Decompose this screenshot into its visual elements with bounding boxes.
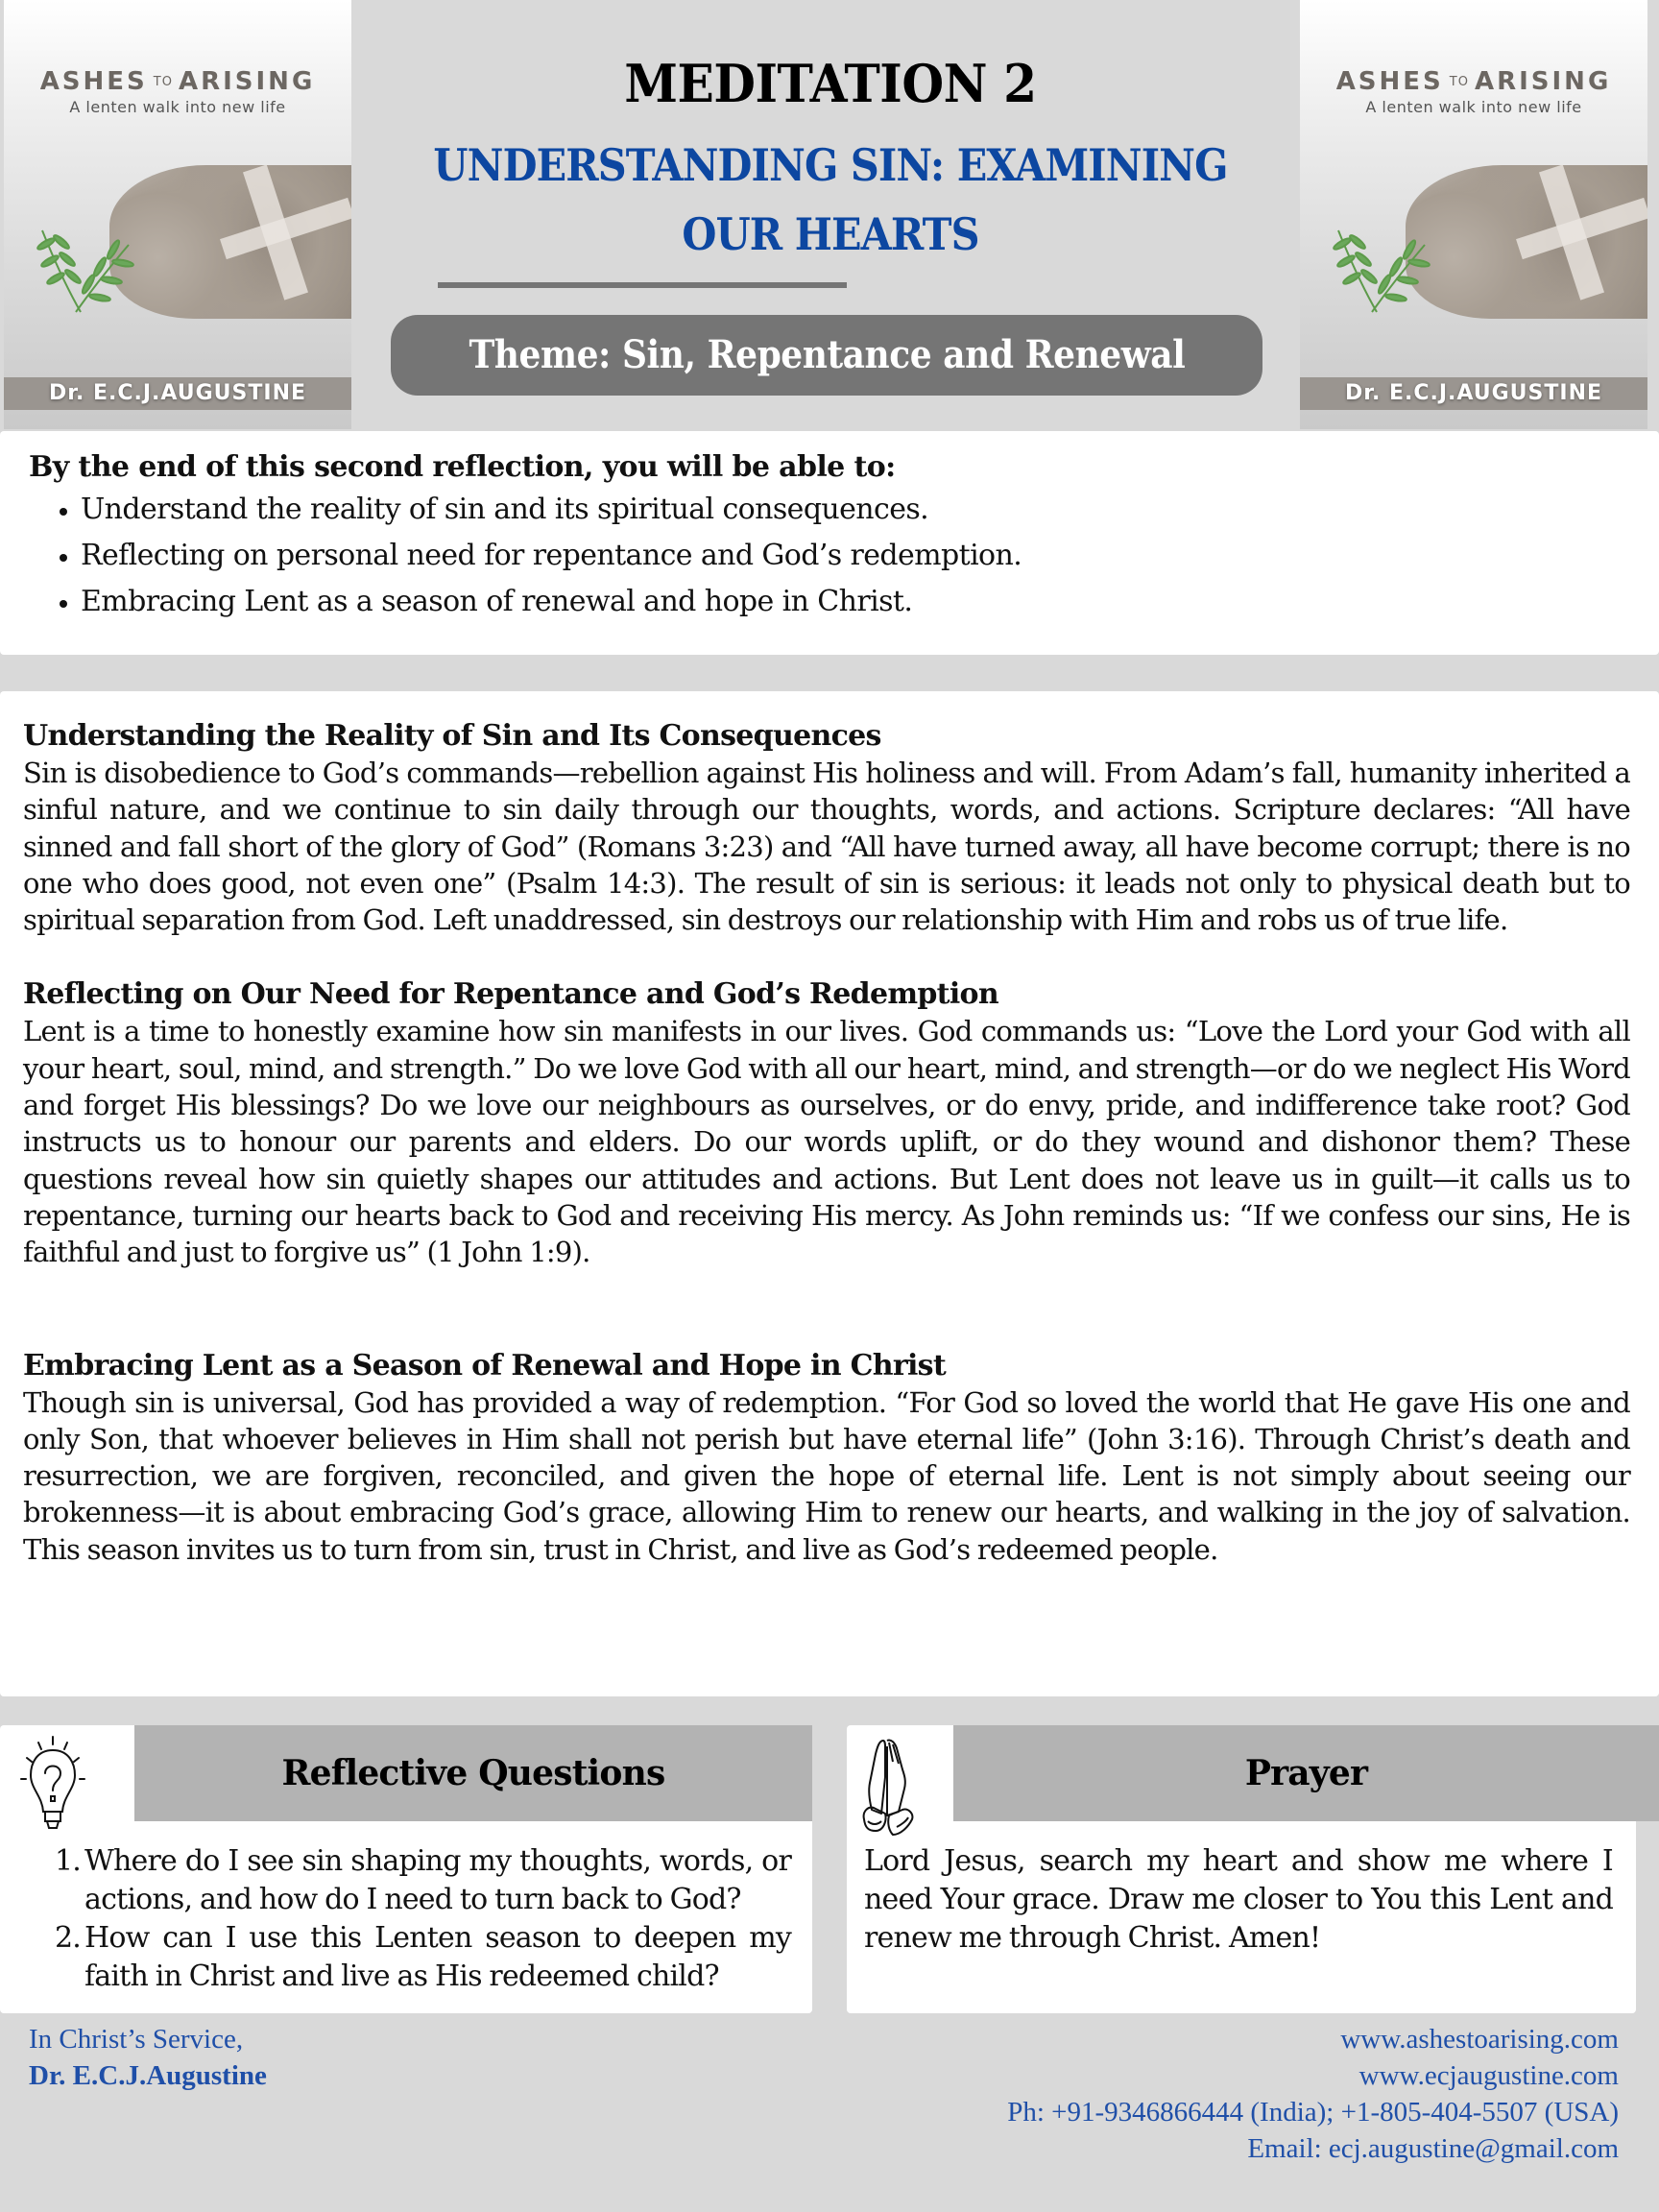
meditation-body-card [0, 691, 1659, 1696]
header-divider [438, 282, 847, 288]
section-renewal [23, 1348, 1630, 1568]
objective-item: Embracing Lent as a season of renewal and hope in Christ. [60, 579, 1659, 625]
book-cover-left [4, 0, 351, 429]
objectives-card [0, 431, 1659, 655]
signature-name: Dr. E.C.J.Augustine [29, 2060, 267, 2091]
lightbulb-question-icon [19, 1735, 86, 1850]
ash-cross-image [109, 165, 351, 319]
prayer-card [847, 1725, 1636, 2013]
objective-item: Reflecting on personal need for repentance and God’s redemption. [60, 533, 1659, 579]
cover-brand: ASHES TO ARISING [39, 67, 316, 96]
signature-block [29, 2021, 267, 2094]
section-heading: Reflecting on Our Need for Repentance and God’s Redemption [23, 977, 998, 1012]
section-repentance [23, 976, 1630, 1270]
contact-block [1007, 2021, 1619, 2167]
cover-author: Dr. E.C.J.AUGUSTINE [4, 377, 351, 410]
section-body: Sin is disobedience to God’s commands—rebellion against His holiness and will. From Adam’s fall, humanity inherited a sinful nature, and we continue to sin daily through our thoughts, words, and actions. Scripture declares: “All have sinned and fall short of the glory of God” (Romans 3:23) and “All have turned away, all have become corrupt; there is no one who does good, not even one” (Psalm 14:3). The result of sin is serious: it leads not only to physical death but to spiritual separation from God. Left unaddressed, sin destroys our relationship with Him and robs us of true life. [23, 757, 1630, 937]
theme-badge: Theme: Sin, Repentance and Renewal [391, 315, 1262, 396]
ash-cross-image [1406, 165, 1647, 319]
cover-brand: ASHES TO ARISING [1335, 67, 1612, 96]
cover-tagline: A lenten walk into new life [1365, 98, 1582, 116]
question-item: 1. Where do I see sin shaping my thoughts, words, or actions, and how do I need to turn back to God? [54, 1844, 791, 1916]
objectives-list [60, 487, 1659, 625]
website-link-ecjaugustine[interactable]: www.ecjaugustine.com [1358, 2060, 1619, 2091]
website-link-ashestoarising[interactable]: www.ashestoarising.com [1340, 2024, 1619, 2055]
objective-item: Understand the reality of sin and its spiritual consequences. [60, 487, 1659, 533]
prayer-text: Lord Jesus, search my heart and show me where I need Your grace. Draw me closer to You this Lent and renew me through Christ. Amen! [864, 1844, 1613, 1955]
email-link[interactable]: Email: ecj.augustine@gmail.com [1247, 2133, 1619, 2164]
questions-list [33, 1842, 791, 1996]
praying-hands-icon [858, 1735, 918, 1839]
closing-line: In Christ’s Service, [29, 2024, 244, 2055]
book-cover-right [1300, 0, 1647, 429]
palm-branch-icon [33, 221, 138, 317]
section-heading: Understanding the Reality of Sin and Its Consequences [23, 719, 881, 753]
objectives-heading: By the end of this second reflection, you will be able to: [29, 450, 896, 484]
section-body: Though sin is universal, God has provided a way of redemption. “For God so loved the world that He gave His one and only Son, that whoever believes in Him shall not perish but have eternal life” (John 3:16). Through Christ’s death and resurrection, we are forgiven, reconciled, and given the hope of eternal life. Lent is not simply about seeing our brokenness—it is about embracing God’s grace, allowing Him to renew our hearts, and walking in the joy of salvation. This season invites us to turn from sin, trust in Christ, and live as God’s redeemed people. [23, 1385, 1630, 1566]
page-title: MEDITATION 2 [624, 53, 1037, 114]
section-reality-of-sin [23, 718, 1630, 938]
question-item: 2. How can I use this Lenten season to deepen my faith in Christ and live as His redeemed child? [54, 1921, 791, 1993]
cover-tagline: A lenten walk into new life [69, 98, 286, 116]
section-heading: Embracing Lent as a Season of Renewal and Hope in Christ [23, 1348, 947, 1382]
reflective-questions-heading: Reflective Questions [134, 1725, 812, 1821]
page-subtitle: UNDERSTANDING SIN: EXAMINING OUR HEARTS [433, 139, 1228, 260]
prayer-heading: Prayer [953, 1725, 1659, 1821]
palm-branch-icon [1329, 221, 1434, 317]
reflective-questions-card [0, 1725, 812, 2013]
section-body: Lent is a time to honestly examine how sin manifests in our lives. God commands us: “Love the Lord your God with all your heart, soul, mind, and strength.” Do we love God with all our heart, mind, and strength—or do we neglect His Word and forget His blessings? Do we love our neighbours as ourselves, or do envy, pride, and indifference take root? God instructs us to honour our parents and elders. Do our words uplift, or do they wound and dishonor them? These questions reveal how sin quietly shapes our attitudes and actions. But Lent does not leave us in guilt—it calls us to repentance, turning our hearts back to God and receiving His mercy. As John reminds us: “If we confess our sins, He is faithful and just to forgive us” (1 John 1:9). [23, 1015, 1630, 1269]
cover-author: Dr. E.C.J.AUGUSTINE [1300, 377, 1647, 410]
phone-numbers: Ph: +91-9346866444 (India); +1-805-404-5507 (USA) [1007, 2097, 1619, 2128]
